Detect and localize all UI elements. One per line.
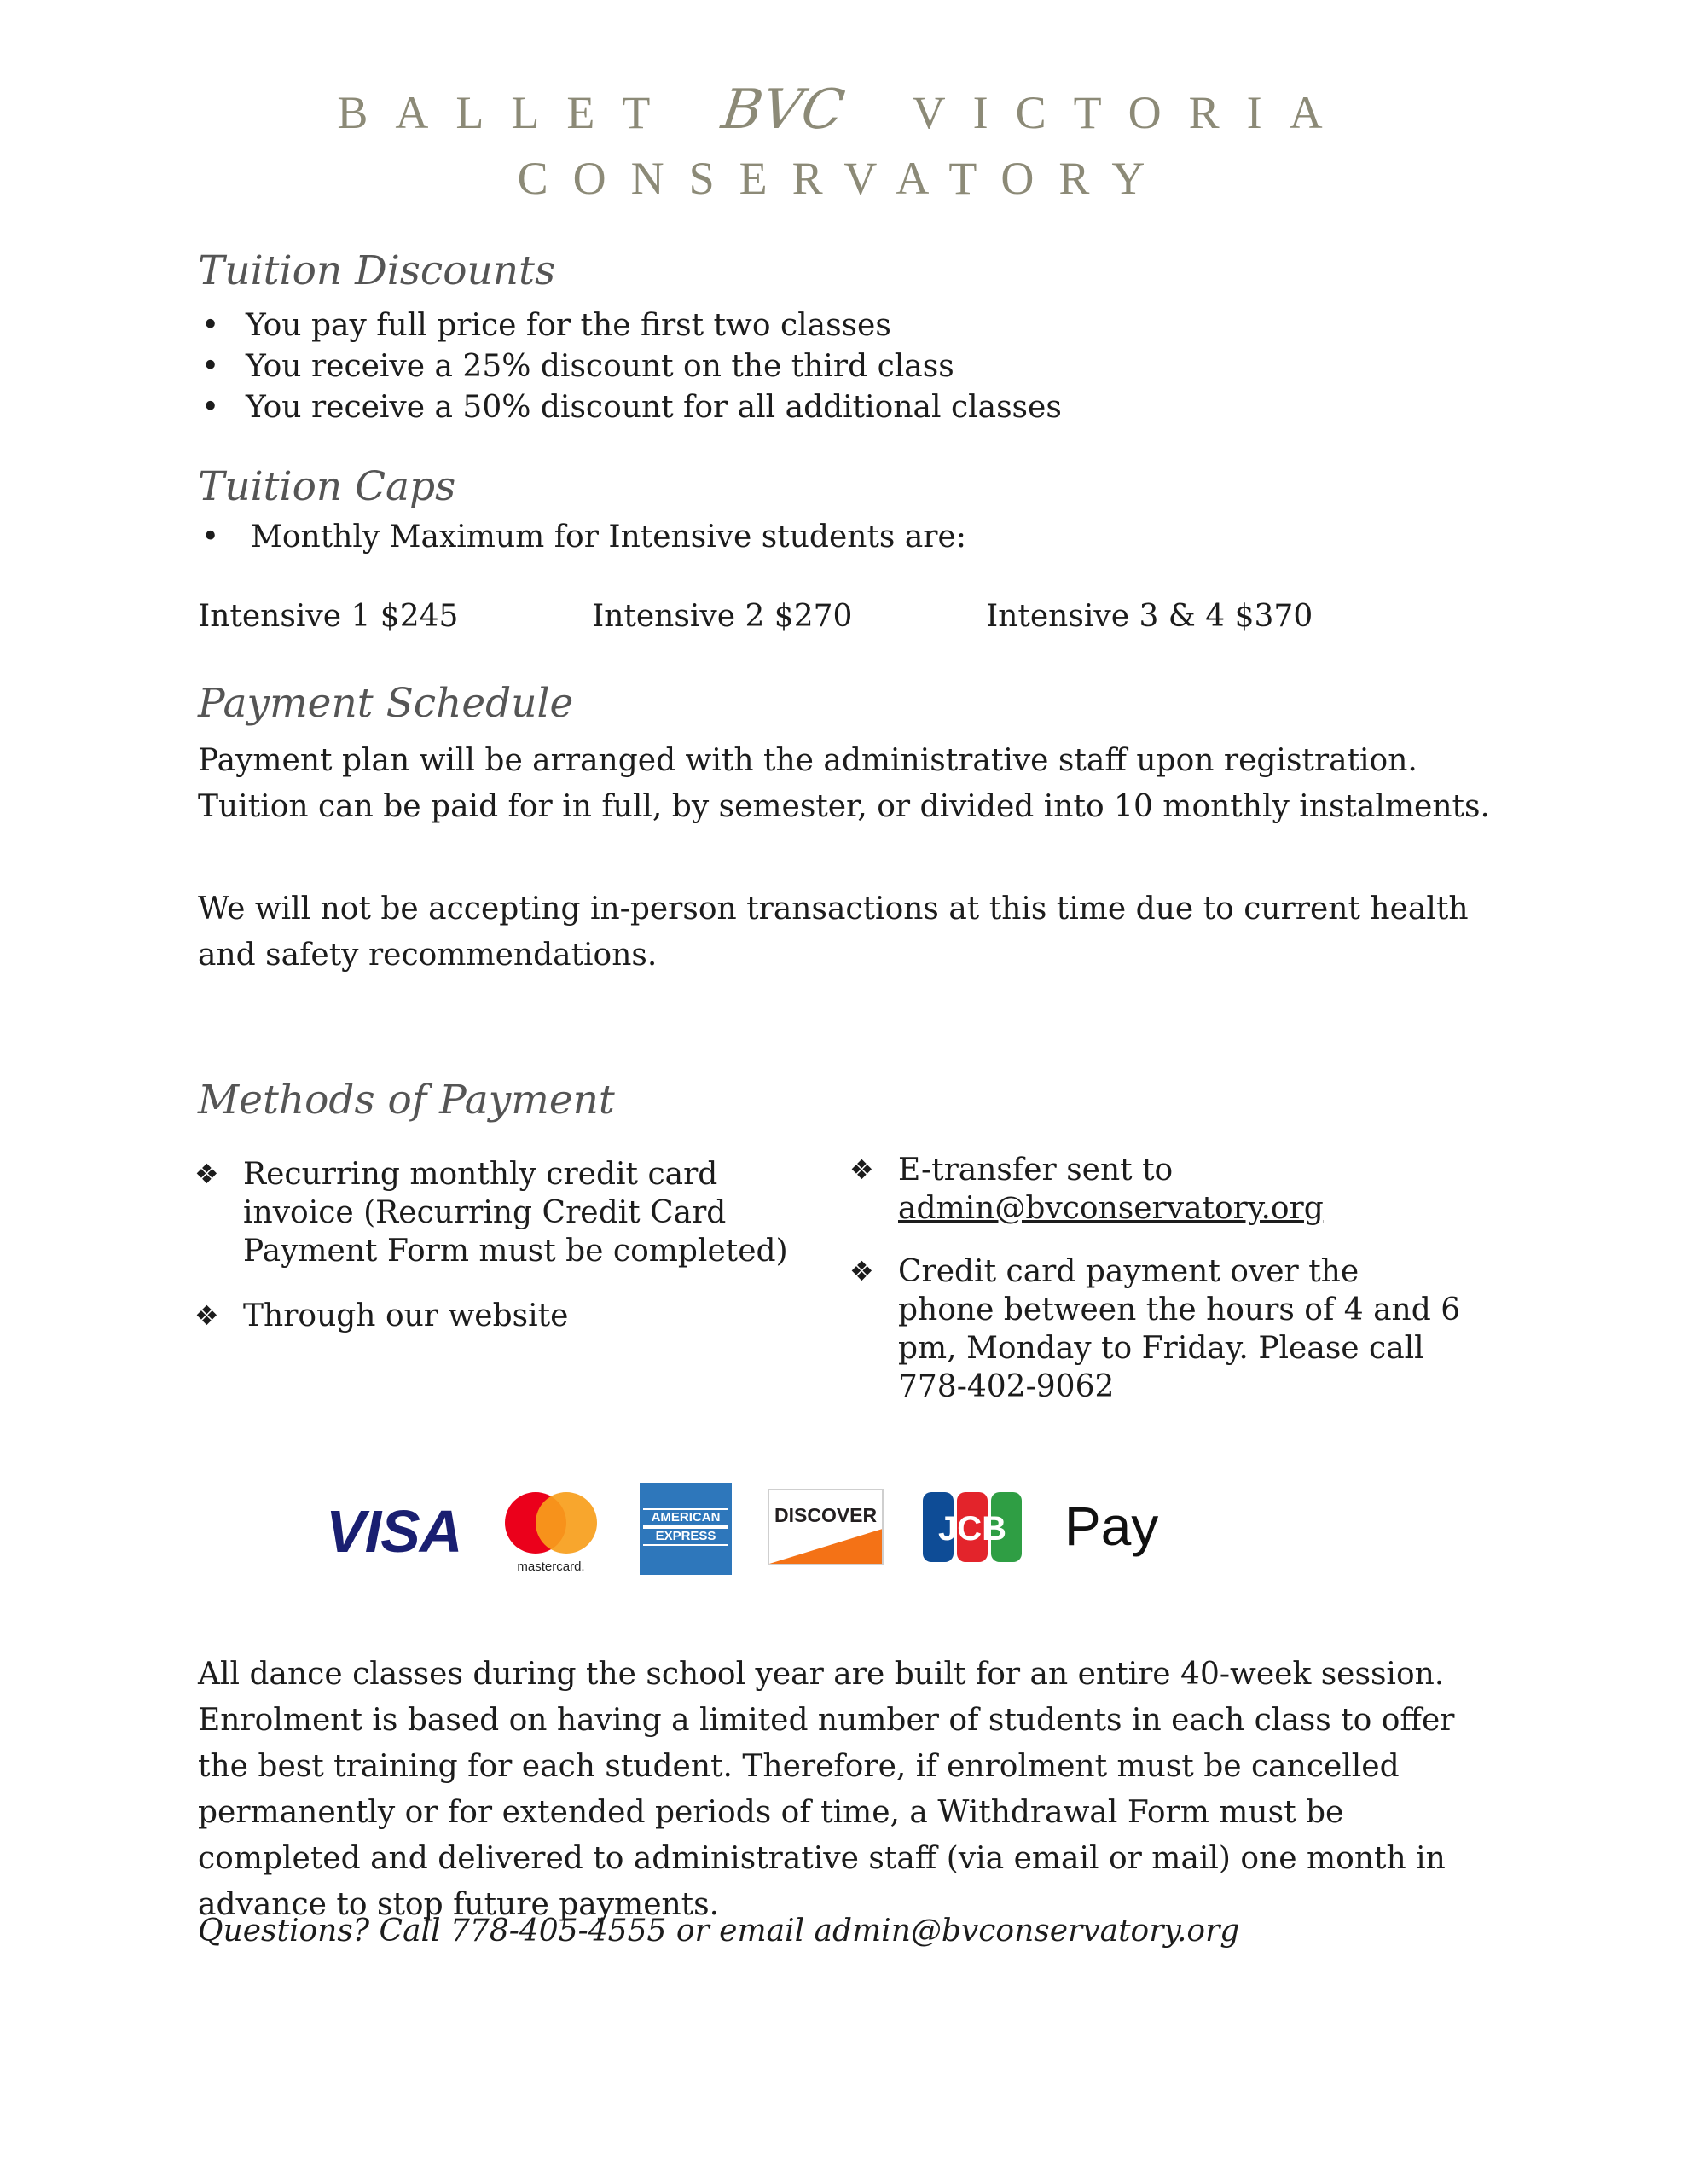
cap-intensive-3-4: Intensive 3 & 4 $370 [986, 599, 1313, 634]
method-text: Through our website [243, 1298, 569, 1333]
tuition-discounts-list [198, 305, 1062, 428]
diamond-bullet-icon: ❖ [194, 1299, 219, 1332]
apple-pay-logo [1059, 1495, 1158, 1558]
diamond-bullet-icon: ❖ [194, 1158, 219, 1190]
method-recurring-credit-card [194, 1155, 826, 1270]
method-text: Credit card payment over the phone between the hours of 4 and 6 pm, Monday to Friday. Please call 778-402-9062 [898, 1254, 1461, 1404]
in-person-notice-paragraph: We will not be accepting in-person transactions at this time due to current health and safety recommendations. [198, 892, 1469, 973]
amex-line2: EXPRESS [643, 1527, 728, 1546]
brand-name-line1 [0, 78, 1687, 142]
brand-name-line2: CONSERVATORY [517, 153, 1170, 204]
method-phone-credit-card [849, 1252, 1464, 1406]
list-item: • You pay full price for the first two classes [198, 305, 1062, 346]
list-item: • You receive a 50% discount for all additional classes [198, 387, 1062, 428]
cap-intensive-2: Intensive 2 $270 [592, 599, 853, 634]
etransfer-label: E-transfer sent to [898, 1153, 1174, 1188]
apple-pay-wordmark: Pay [1064, 1496, 1159, 1557]
etransfer-email-link[interactable]: admin@bvconservatory.org [898, 1191, 1324, 1226]
american-express-logo [640, 1483, 732, 1575]
list-item: • Monthly Maximum for Intensive students are: [198, 517, 966, 558]
questions-contact-line: Questions? Call 778-405-4555 or email admin@bvconservatory.org [198, 1914, 1240, 1949]
diamond-bullet-icon: ❖ [849, 1255, 874, 1287]
tuition-caps-list [198, 517, 966, 558]
diamond-bullet-icon: ❖ [849, 1153, 874, 1186]
withdrawal-policy-paragraph: All dance classes during the school year are built for an entire 40-week session. Enrolment is based on having a limited number of students in each class to offer the best training for each student. Therefore, if enrolment must be cancelled permanently or for extended periods of time, a Withdrawal Form must be completed and delivered to administrative staff (via email or mail) one month in advance to stop future payments. [198, 1657, 1455, 1922]
method-etransfer [849, 1151, 1464, 1228]
payment-schedule-title: Payment Schedule [198, 680, 574, 727]
list-item: • You receive a 25% discount on the third class [198, 346, 1062, 387]
discover-wordmark: DISCOVER [774, 1504, 878, 1526]
visa-logo: VISA [326, 1498, 462, 1565]
payment-plan-paragraph: Payment plan will be arranged with the administrative staff upon registration. Tuition can be paid for in full, by semester, or divided into 10 monthly instalments. [198, 743, 1490, 824]
method-website [194, 1297, 826, 1335]
brand-monogram-logo: BVC [717, 78, 849, 142]
tuition-discounts-title: Tuition Discounts [198, 247, 556, 294]
jcb-logo [921, 1489, 1023, 1565]
amex-line1: AMERICAN [643, 1508, 728, 1527]
mastercard-logo [496, 1489, 606, 1574]
brand-word-victoria: VICTORIA [912, 87, 1350, 138]
brand-word-ballet: BALLET [337, 87, 677, 138]
jcb-wordmark: JCB [937, 1510, 1007, 1548]
cap-intensive-1: Intensive 1 $245 [198, 599, 459, 634]
discover-logo [768, 1489, 884, 1565]
discover-band [769, 1528, 884, 1564]
mastercard-wordmark: mastercard. [517, 1560, 585, 1574]
method-text: Recurring monthly credit card invoice (Recurring Credit Card Payment Form must be completed) [243, 1157, 788, 1269]
tuition-caps-title: Tuition Caps [198, 463, 456, 510]
methods-of-payment-title: Methods of Payment [198, 1077, 615, 1124]
